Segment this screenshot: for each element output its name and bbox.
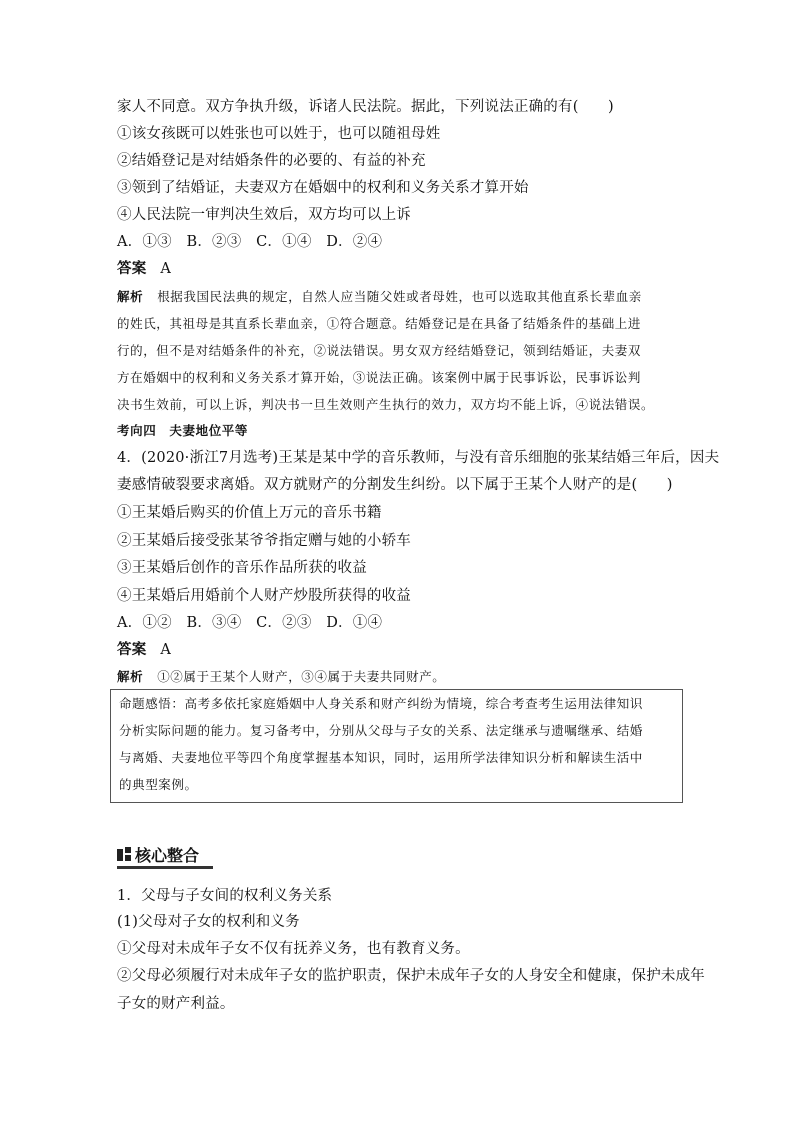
option-1: ①王某婚后购买的价值上万元的音乐书籍 xyxy=(117,505,382,521)
insight-text: 的典型案例。 xyxy=(119,777,198,792)
question-stem: 4．(2020·浙江7月选考)王某是某中学的音乐教师，与没有音乐细胞的张某结婚三年后，因夫 xyxy=(117,450,720,466)
point-title: 1．父母与子女间的权利义务关系 xyxy=(117,888,333,904)
answer-line xyxy=(117,259,171,279)
option-3: ③领到了结婚证，夫妻双方在婚姻中的权利和义务关系才算开始 xyxy=(117,180,529,196)
answer-line xyxy=(117,640,171,660)
insight-text: 与离婚、夫妻地位平等四个角度掌握基本知识，同时，运用所学法律知识分析和解读生活中 xyxy=(119,750,644,765)
analysis-line xyxy=(117,667,445,687)
content-item: ①父母对未成年子女不仅有抚养义务，也有教育义务。 xyxy=(117,941,470,957)
option-4: ④王某婚后用婚前个人财产炒股所获得的收益 xyxy=(117,588,411,604)
question-stem: 妻感情破裂要求离婚。双方就财产的分割发生纠纷。以下属于王某个人财产的是( ) xyxy=(117,477,673,493)
topic-heading: 考向四 夫妻地位平等 xyxy=(117,423,249,438)
option-1: ①该女孩既可以姓张也可以姓于，也可以随祖母姓 xyxy=(117,126,441,142)
option-2: ②结婚登记是对结婚条件的必要的、有益的补充 xyxy=(117,153,426,169)
analysis-text: ①②属于王某个人财产，③④属于夫妻共同财产。 xyxy=(157,669,446,684)
option-4: ④人民法院一审判决生效后，双方均可以上诉 xyxy=(117,207,411,223)
option-3: ③王某婚后创作的音乐作品所获的收益 xyxy=(117,560,367,576)
sub-title: (1)父母对子女的权利和义务 xyxy=(117,914,300,930)
question-stem: 家人不同意。双方争执升级，诉诸人民法院。据此，下列说法正确的有( ) xyxy=(117,99,614,115)
insight-text: 分析实际问题的能力。复习备考中，分别从父母与子女的关系、法定继承与遗嘱继承、结婚 xyxy=(119,723,644,738)
option-2: ②王某婚后接受张某爷爷指定赠与她的小轿车 xyxy=(117,533,411,549)
analysis-label: 解析 xyxy=(117,289,144,304)
answer-label: 答案 xyxy=(117,260,147,277)
analysis-text: 的姓氏，其祖母是其直系长辈血亲，①符合题意。结婚登记是在具备了结婚条件的基础上进 xyxy=(117,316,642,331)
answer-label: 答案 xyxy=(117,641,147,658)
analysis-text: 决书生效前，可以上诉，判决书一旦生效则产生执行的效力，双方均不能上诉，④说法错误。 xyxy=(117,397,655,412)
analysis-text: 方在婚姻中的权利和义务关系才算开始，③说法正确。该案例中属于民事诉讼，民事诉讼判 xyxy=(117,370,642,385)
insight-text: 命题感悟：高考多依托家庭婚姻中人身关系和财产纠纷为情境，综合考查考生运用法律知识 xyxy=(119,696,644,711)
content-item: 子女的财产利益。 xyxy=(117,996,235,1012)
square-bullet-icon xyxy=(117,847,131,861)
analysis-text: 根据我国民法典的规定，自然人应当随父姓或者母姓，也可以选取其他直系长辈血亲 xyxy=(157,289,642,304)
answer-value: A xyxy=(160,642,172,658)
answer-choices: A．①② B．③④ C．②③ D．①④ xyxy=(117,615,383,631)
content-item: ②父母必须履行对未成年子女的监护职责，保护未成年子女的人身安全和健康，保护未成年 xyxy=(117,968,705,984)
answer-choices: A．①③ B．②③ C．①④ D．②④ xyxy=(117,234,383,250)
analysis-label: 解析 xyxy=(117,669,144,684)
section-heading xyxy=(117,842,199,866)
insight-box xyxy=(110,689,683,803)
section-underline xyxy=(117,866,213,869)
section-title: 核心整合 xyxy=(135,845,200,865)
analysis-line xyxy=(117,287,642,307)
answer-value: A xyxy=(160,261,172,277)
analysis-text: 行的，但不是对结婚条件的补充，②说法错误。男女双方经结婚登记，领到结婚证，夫妻双 xyxy=(117,343,642,358)
